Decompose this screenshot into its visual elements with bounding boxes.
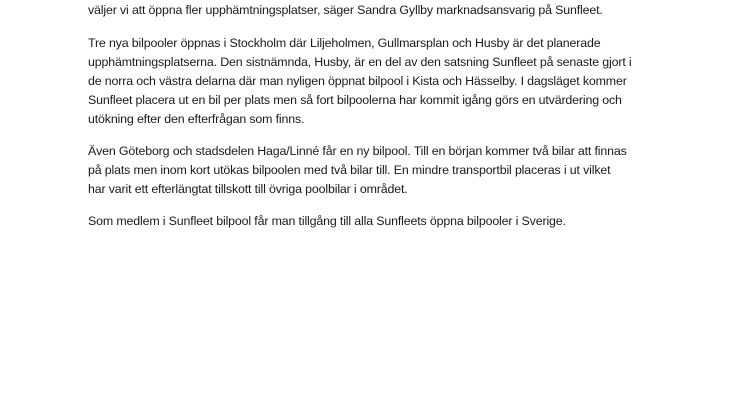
text-line: Sunfleet placera ut en bil per plats men så fort bilpoolerna har kommit igång görs en utvärdering och — [88, 93, 622, 107]
text-line: har varit ett efterlängtat tillskott till övriga poolbilar i området. — [88, 182, 408, 196]
text-line: Som medlem i Sunfleet bilpool får man tillgång till alla Sunfleets öppna bilpooler i Sverige. — [88, 214, 566, 228]
paragraph-membership — [88, 212, 668, 231]
paragraph-stockholm — [88, 34, 668, 129]
text-line: utökning efter den efterfrågan som finns. — [88, 112, 305, 126]
text-line: Även Göteborg och stadsdelen Haga/Linné får en ny bilpool. Till en början kommer två bilar att finnas — [88, 144, 627, 158]
text-line: på plats men inom kort utökas bilpoolen med två bilar till. En mindre transportbil placeras i ut vilket — [88, 163, 611, 177]
text-line: väljer vi att öppna fler upphämtningsplatser, säger Sandra Gyllby marknadsansvarig på Sunfleet. — [88, 3, 603, 17]
paragraph-goteborg — [88, 142, 668, 199]
text-line: de norra och västra delarna där man nyligen öppnat bilpool i Kista och Hässelby. I dagsläget kommer — [88, 74, 627, 88]
text-line: Tre nya bilpooler öppnas i Stockholm där Liljeholmen, Gullmarsplan och Husby är det planerade — [88, 36, 601, 50]
text-line: upphämtningsplatserna. Den sistnämnda, Husby, är en del av den satsning Sunfleet på senaste gjort i — [88, 55, 632, 69]
paragraph-intro-end — [88, 1, 668, 20]
